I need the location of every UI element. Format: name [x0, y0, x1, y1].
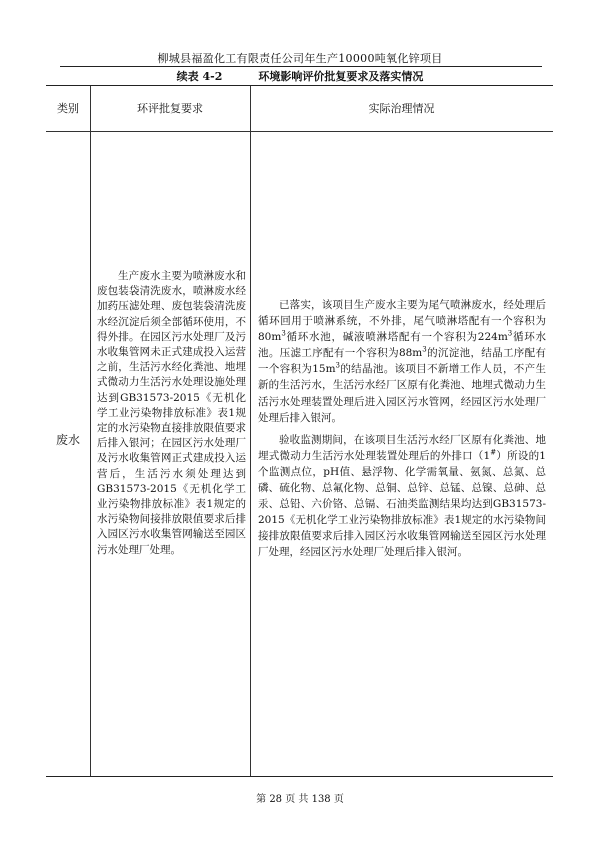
page-number: 第 28 页 共 138 页	[256, 794, 344, 805]
column-header-requirement: 环评批复要求	[137, 102, 203, 115]
table-title: 环境影响评价批复要求及落实情况	[258, 70, 424, 83]
category-cell: 废水	[55, 433, 80, 447]
header-row-divider	[46, 131, 553, 132]
requirements-table	[46, 85, 553, 777]
column-divider	[250, 86, 251, 776]
implementation-cell	[258, 297, 546, 561]
column-header-implementation: 实际治理情况	[368, 102, 435, 115]
table-caption	[0, 68, 600, 84]
column-header-category: 类别	[57, 102, 79, 115]
requirement-cell	[97, 269, 246, 558]
implementation-paragraph-2: 验收监测期间，在该项目生活污水经厂区原有化粪池、地埋式微动力生活污水处理装置处理后的外排口（1#）所设的1个监测点位，pH值、悬浮物、化学需氧量、氨氮、总氮、总磷、硫化物、总氟化物、总铜、总锌、总锰、总镍、总砷、总汞、总铅、六价铬、总镉、石油类监测结果均达到GB31573-2015《无机化学工业污染物排放标准》表1规定的水污染物间接排放限值要求后排入园区污水收集管网输送至园区污水处理厂处理，经园区污水处理厂处理后排入银河。	[258, 433, 546, 559]
column-divider	[90, 86, 91, 776]
document-header-title: 柳城县福盈化工有限责任公司年生产10000吨氧化锌项目	[157, 52, 443, 65]
implementation-paragraph-1: 已落实，该项目生产废水主要为尾气喷淋废水，经处理后循环回用于喷淋系统，不外排，尾气喷淋塔配有一个容积为$80m^3$循环水池，碱液喷淋塔配有一个容积为$224m^3$循环水池。压滤工序配有一个容积为$88m^3$的沉淀池，结晶工序配有一个容积为$15m^3$的结晶池。该项目不新增工作人员，不产生新的生活污水，生活污水经厂区原有化粪池、地埋式微动力生活污水处理装置处理后进入园区污水管网，经园区污水处理厂处理后排入银河。	[258, 299, 546, 424]
header-rule	[60, 66, 542, 67]
table-number: 续表 4-2	[176, 70, 223, 83]
requirement-text: 生产废水主要为喷淋废水和废包装袋清洗废水，喷淋废水经加药压滤处理、废包装袋清洗废水经沉淀后须全部循环使用，不得外排。在园区污水处理厂及污水收集管网未正式建成投入运营之前，生活污水经化粪池、地埋式微动力生活污水处理设施处理达到GB31573-2015《无机化学工业污染物排放标准》表1规定的水污染物直接排放限值要求后排入银河；在园区污水处理厂及污水收集管网正式建成投入运营后，生活污水须处理达到GB31573-2015《无机化学工业污染物排放标准》表1规定的水污染物间接排放限值要求后排入园区污水收集管网输送至园区污水处理厂处理。	[97, 270, 246, 556]
